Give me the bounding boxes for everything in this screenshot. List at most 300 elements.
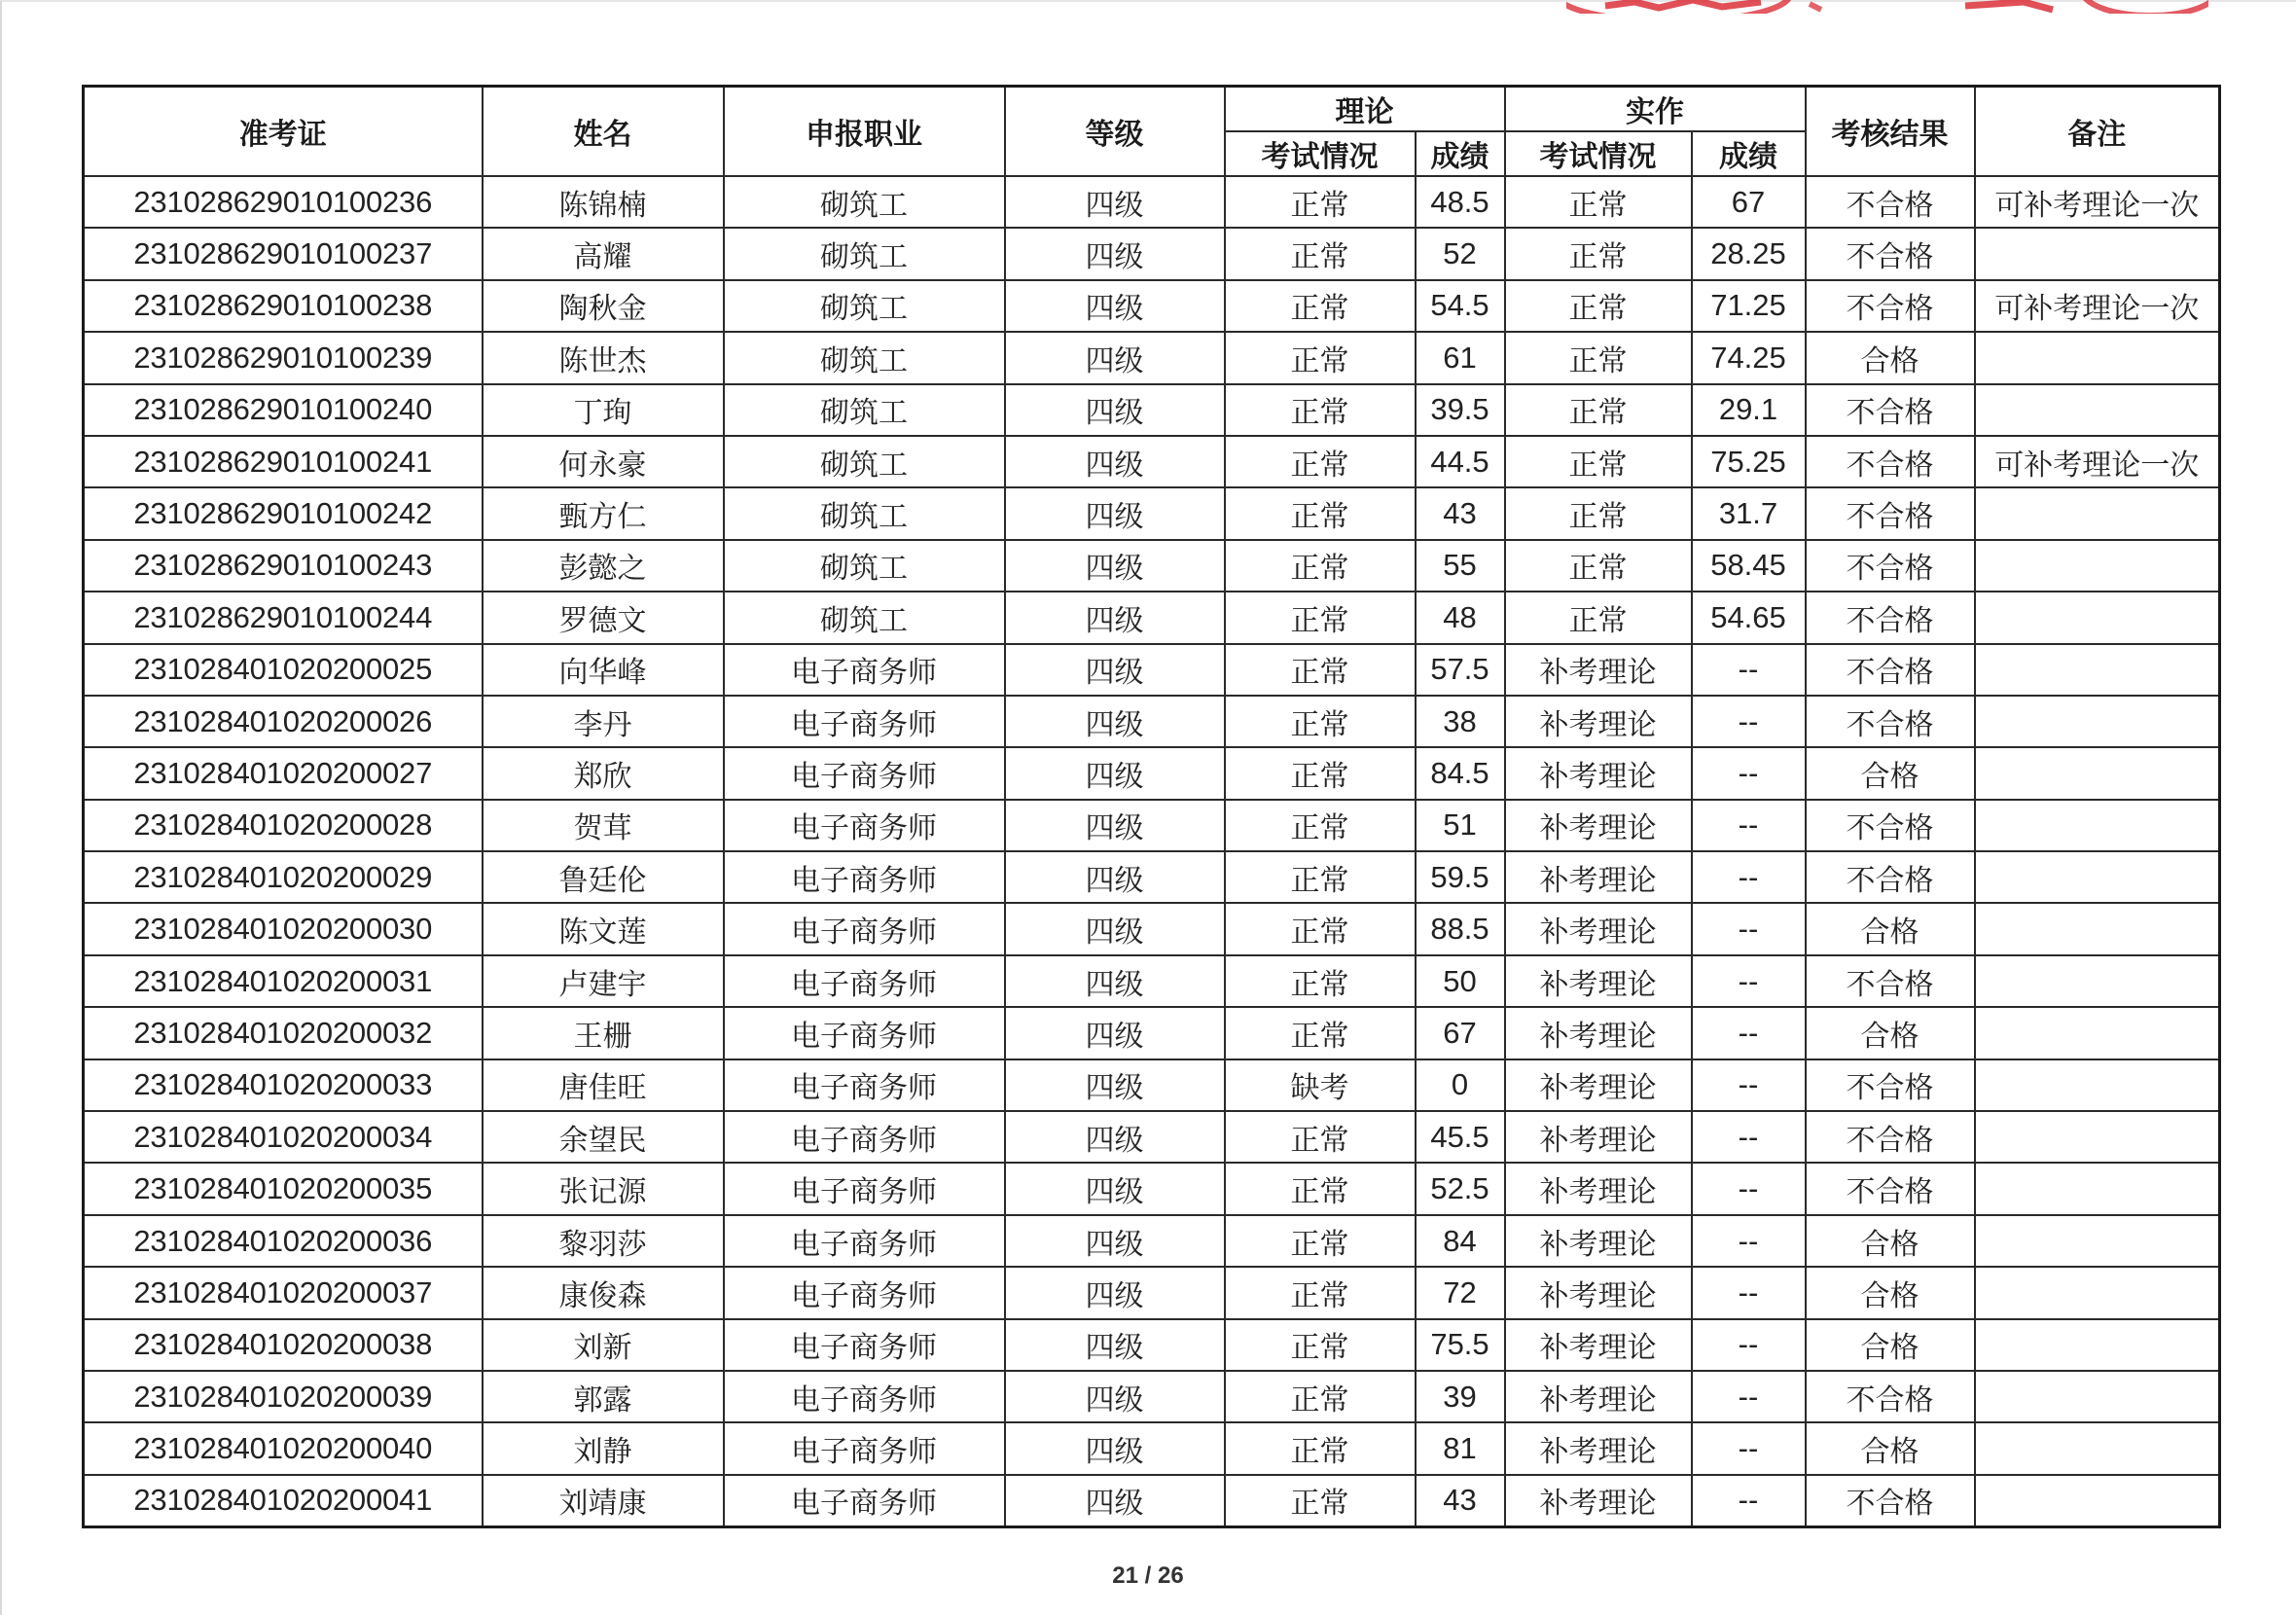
cell-theory-status: 正常: [1225, 800, 1416, 851]
cell-occupation: 电子商务师: [724, 1371, 1005, 1422]
cell-result: 不合格: [1806, 696, 1975, 747]
table-row: [84, 280, 2220, 332]
cell-result: 不合格: [1806, 592, 1975, 643]
cell-admission-no: 231028629010100240: [84, 384, 483, 436]
cell-name: 何永豪: [483, 436, 724, 487]
cell-theory-score: 59.5: [1416, 851, 1505, 903]
cell-practice-status: 补考理论: [1505, 1007, 1692, 1059]
cell-practice-score: 28.25: [1692, 228, 1806, 279]
header-theory-status: 考试情况: [1225, 131, 1416, 176]
cell-occupation: 砌筑工: [724, 592, 1005, 643]
header-row-top: [84, 87, 2220, 132]
cell-remark: [1975, 696, 2220, 747]
cell-admission-no: 231028629010100238: [84, 280, 483, 332]
cell-practice-score: 31.7: [1692, 487, 1806, 539]
cell-level: 四级: [1005, 1422, 1225, 1474]
cell-practice-status: 补考理论: [1505, 1111, 1692, 1163]
cell-occupation: 电子商务师: [724, 1163, 1005, 1214]
cell-result: 合格: [1806, 332, 1975, 383]
table-row: [84, 800, 2220, 851]
cell-practice-status: 正常: [1505, 176, 1692, 228]
cell-remark: [1975, 384, 2220, 436]
cell-admission-no: 231028629010100242: [84, 487, 483, 539]
cell-theory-status: 正常: [1225, 955, 1416, 1007]
cell-level: 四级: [1005, 332, 1225, 383]
cell-practice-score: --: [1692, 1319, 1806, 1371]
cell-practice-score: --: [1692, 1371, 1806, 1422]
cell-name: 郭露: [483, 1371, 724, 1422]
header-level: 等级: [1005, 87, 1225, 177]
cell-occupation: 电子商务师: [724, 1215, 1005, 1267]
cell-practice-status: 补考理论: [1505, 903, 1692, 954]
cell-admission-no: 231028401020200033: [84, 1059, 483, 1111]
cell-theory-status: 正常: [1225, 696, 1416, 747]
cell-practice-score: --: [1692, 1422, 1806, 1474]
cell-theory-score: 45.5: [1416, 1111, 1505, 1163]
cell-admission-no: 231028401020200037: [84, 1267, 483, 1318]
cell-occupation: 砌筑工: [724, 176, 1005, 228]
cell-occupation: 砌筑工: [724, 384, 1005, 436]
cell-practice-score: 29.1: [1692, 384, 1806, 436]
cell-level: 四级: [1005, 384, 1225, 436]
header-occupation: 申报职业: [724, 87, 1005, 177]
cell-remark: [1975, 1319, 2220, 1371]
cell-theory-score: 51: [1416, 800, 1505, 851]
cell-remark: [1975, 228, 2220, 279]
header-result: 考核结果: [1806, 87, 1975, 177]
cell-occupation: 砌筑工: [724, 487, 1005, 539]
cell-practice-status: 补考理论: [1505, 955, 1692, 1007]
cell-theory-score: 72: [1416, 1267, 1505, 1318]
header-practice: 实作: [1505, 87, 1806, 132]
cell-remark: [1975, 1007, 2220, 1059]
cell-result: 合格: [1806, 903, 1975, 954]
cell-practice-status: 正常: [1505, 592, 1692, 643]
cell-level: 四级: [1005, 280, 1225, 332]
cell-admission-no: 231028401020200026: [84, 696, 483, 747]
cell-practice-status: 正常: [1505, 487, 1692, 539]
cell-admission-no: 231028401020200035: [84, 1163, 483, 1214]
cell-level: 四级: [1005, 1215, 1225, 1267]
cell-theory-score: 67: [1416, 1007, 1505, 1059]
cell-admission-no: 231028629010100243: [84, 540, 483, 592]
table-row: [84, 696, 2220, 747]
cell-name: 鲁廷伦: [483, 851, 724, 903]
table-row: [84, 384, 2220, 436]
cell-practice-status: 补考理论: [1505, 1422, 1692, 1474]
cell-name: 卢建宇: [483, 955, 724, 1007]
cell-occupation: 砌筑工: [724, 228, 1005, 279]
cell-theory-status: 正常: [1225, 1163, 1416, 1214]
cell-level: 四级: [1005, 1371, 1225, 1422]
table-row: [84, 644, 2220, 696]
cell-result: 合格: [1806, 747, 1975, 799]
cell-theory-score: 54.5: [1416, 280, 1505, 332]
cell-theory-status: 正常: [1225, 487, 1416, 539]
cell-practice-status: 正常: [1505, 332, 1692, 383]
cell-practice-status: 正常: [1505, 540, 1692, 592]
cell-theory-status: 正常: [1225, 1475, 1416, 1527]
cell-result: 不合格: [1806, 384, 1975, 436]
cell-level: 四级: [1005, 1475, 1225, 1527]
cell-practice-status: 补考理论: [1505, 1059, 1692, 1111]
cell-theory-status: 正常: [1225, 1111, 1416, 1163]
cell-result: 不合格: [1806, 1475, 1975, 1527]
cell-occupation: 电子商务师: [724, 696, 1005, 747]
cell-name: 贺茸: [483, 800, 724, 851]
cell-level: 四级: [1005, 955, 1225, 1007]
cell-theory-score: 39: [1416, 1371, 1505, 1422]
cell-name: 陈世杰: [483, 332, 724, 383]
cell-admission-no: 231028629010100241: [84, 436, 483, 487]
cell-result: 不合格: [1806, 280, 1975, 332]
cell-remark: [1975, 1059, 2220, 1111]
cell-result: 不合格: [1806, 540, 1975, 592]
cell-name: 康俊森: [483, 1267, 724, 1318]
cell-practice-status: 正常: [1505, 436, 1692, 487]
cell-occupation: 电子商务师: [724, 903, 1005, 954]
cell-name: 李丹: [483, 696, 724, 747]
cell-practice-score: --: [1692, 1007, 1806, 1059]
table-row: [84, 1422, 2220, 1474]
cell-result: 合格: [1806, 1422, 1975, 1474]
cell-remark: [1975, 332, 2220, 383]
cell-practice-score: --: [1692, 800, 1806, 851]
table-row: [84, 851, 2220, 903]
header-remark: 备注: [1975, 87, 2220, 177]
cell-level: 四级: [1005, 176, 1225, 228]
table-body: [84, 176, 2220, 1527]
cell-name: 陈文莲: [483, 903, 724, 954]
cell-theory-status: 正常: [1225, 851, 1416, 903]
cell-name: 黎羽莎: [483, 1215, 724, 1267]
cell-practice-score: --: [1692, 955, 1806, 1007]
cell-theory-status: 正常: [1225, 1319, 1416, 1371]
cell-theory-status: 正常: [1225, 644, 1416, 696]
cell-practice-score: --: [1692, 1215, 1806, 1267]
cell-level: 四级: [1005, 1163, 1225, 1214]
cell-practice-status: 补考理论: [1505, 1371, 1692, 1422]
cell-theory-status: 正常: [1225, 228, 1416, 279]
cell-name: 张记源: [483, 1163, 724, 1214]
cell-theory-status: 正常: [1225, 176, 1416, 228]
cell-admission-no: 231028401020200038: [84, 1319, 483, 1371]
header-name: 姓名: [483, 87, 724, 177]
cell-occupation: 砌筑工: [724, 280, 1005, 332]
cell-theory-score: 75.5: [1416, 1319, 1505, 1371]
cell-practice-score: 54.65: [1692, 592, 1806, 643]
cell-remark: [1975, 1475, 2220, 1527]
cell-practice-score: --: [1692, 747, 1806, 799]
table-row: [84, 1163, 2220, 1214]
cell-name: 甄方仁: [483, 487, 724, 539]
cell-result: 合格: [1806, 1007, 1975, 1059]
cell-remark: [1975, 1371, 2220, 1422]
cell-level: 四级: [1005, 644, 1225, 696]
header-theory-score: 成绩: [1416, 131, 1505, 176]
cell-occupation: 电子商务师: [724, 1267, 1005, 1318]
table-row: [84, 1007, 2220, 1059]
cell-occupation: 电子商务师: [724, 1475, 1005, 1527]
cell-theory-score: 0: [1416, 1059, 1505, 1111]
header-theory: 理论: [1225, 87, 1505, 132]
cell-remark: [1975, 1163, 2220, 1214]
cell-name: 刘靖康: [483, 1475, 724, 1527]
cell-theory-score: 48: [1416, 592, 1505, 643]
cell-remark: [1975, 487, 2220, 539]
table-row: [84, 1475, 2220, 1527]
cell-practice-status: 正常: [1505, 280, 1692, 332]
cell-remark: [1975, 851, 2220, 903]
cell-admission-no: 231028401020200028: [84, 800, 483, 851]
cell-occupation: 电子商务师: [724, 1007, 1005, 1059]
cell-practice-status: 补考理论: [1505, 696, 1692, 747]
table-row: [84, 1371, 2220, 1422]
cell-theory-score: 39.5: [1416, 384, 1505, 436]
cell-practice-score: 74.25: [1692, 332, 1806, 383]
cell-occupation: 电子商务师: [724, 800, 1005, 851]
cell-practice-score: --: [1692, 696, 1806, 747]
cell-practice-score: 75.25: [1692, 436, 1806, 487]
red-stamp-fragment: [1566, 0, 2208, 14]
cell-practice-status: 补考理论: [1505, 1475, 1692, 1527]
cell-name: 郑欣: [483, 747, 724, 799]
cell-admission-no: 231028401020200036: [84, 1215, 483, 1267]
cell-theory-score: 43: [1416, 1475, 1505, 1527]
cell-theory-score: 43: [1416, 487, 1505, 539]
cell-theory-status: 正常: [1225, 747, 1416, 799]
cell-theory-status: 缺考: [1225, 1059, 1416, 1111]
cell-remark: [1975, 747, 2220, 799]
cell-theory-score: 88.5: [1416, 903, 1505, 954]
cell-practice-status: 补考理论: [1505, 644, 1692, 696]
cell-practice-score: --: [1692, 644, 1806, 696]
cell-level: 四级: [1005, 903, 1225, 954]
cell-practice-status: 补考理论: [1505, 1267, 1692, 1318]
cell-level: 四级: [1005, 747, 1225, 799]
cell-practice-status: 补考理论: [1505, 1163, 1692, 1214]
cell-theory-score: 84: [1416, 1215, 1505, 1267]
cell-name: 陶秋金: [483, 280, 724, 332]
table-row: [84, 903, 2220, 954]
cell-remark: [1975, 1215, 2220, 1267]
cell-remark: 可补考理论一次: [1975, 280, 2220, 332]
cell-remark: [1975, 955, 2220, 1007]
cell-theory-score: 81: [1416, 1422, 1505, 1474]
cell-remark: [1975, 644, 2220, 696]
cell-result: 不合格: [1806, 1371, 1975, 1422]
cell-name: 余望民: [483, 1111, 724, 1163]
cell-theory-status: 正常: [1225, 280, 1416, 332]
table-row: [84, 747, 2220, 799]
cell-name: 向华峰: [483, 644, 724, 696]
cell-occupation: 电子商务师: [724, 1319, 1005, 1371]
cell-theory-score: 52: [1416, 228, 1505, 279]
cell-result: 不合格: [1806, 176, 1975, 228]
cell-remark: [1975, 592, 2220, 643]
cell-remark: [1975, 800, 2220, 851]
cell-remark: [1975, 540, 2220, 592]
cell-level: 四级: [1005, 851, 1225, 903]
table-row: [84, 1111, 2220, 1163]
cell-theory-score: 50: [1416, 955, 1505, 1007]
cell-name: 刘静: [483, 1422, 724, 1474]
cell-name: 王栅: [483, 1007, 724, 1059]
cell-remark: [1975, 1422, 2220, 1474]
cell-result: 不合格: [1806, 851, 1975, 903]
cell-result: 合格: [1806, 1267, 1975, 1318]
cell-occupation: 电子商务师: [724, 851, 1005, 903]
cell-admission-no: 231028401020200034: [84, 1111, 483, 1163]
header-practice-status: 考试情况: [1505, 131, 1692, 176]
table-row: [84, 592, 2220, 643]
cell-name: 唐佳旺: [483, 1059, 724, 1111]
cell-theory-score: 44.5: [1416, 436, 1505, 487]
cell-result: 不合格: [1806, 487, 1975, 539]
cell-practice-score: --: [1692, 1111, 1806, 1163]
cell-level: 四级: [1005, 436, 1225, 487]
cell-admission-no: 231028401020200030: [84, 903, 483, 954]
cell-practice-status: 补考理论: [1505, 800, 1692, 851]
cell-practice-score: --: [1692, 903, 1806, 954]
cell-practice-status: 正常: [1505, 228, 1692, 279]
cell-practice-status: 补考理论: [1505, 747, 1692, 799]
cell-practice-score: --: [1692, 1059, 1806, 1111]
cell-theory-status: 正常: [1225, 592, 1416, 643]
cell-level: 四级: [1005, 1007, 1225, 1059]
cell-admission-no: 231028401020200039: [84, 1371, 483, 1422]
cell-practice-status: 补考理论: [1505, 1319, 1692, 1371]
cell-level: 四级: [1005, 696, 1225, 747]
cell-result: 不合格: [1806, 1111, 1975, 1163]
cell-name: 陈锦楠: [483, 176, 724, 228]
cell-practice-score: --: [1692, 1267, 1806, 1318]
cell-practice-score: --: [1692, 851, 1806, 903]
cell-theory-score: 84.5: [1416, 747, 1505, 799]
cell-occupation: 电子商务师: [724, 747, 1005, 799]
cell-remark: [1975, 1111, 2220, 1163]
cell-level: 四级: [1005, 1059, 1225, 1111]
cell-level: 四级: [1005, 592, 1225, 643]
cell-name: 高耀: [483, 228, 724, 279]
cell-practice-status: 补考理论: [1505, 851, 1692, 903]
cell-admission-no: 231028401020200027: [84, 747, 483, 799]
cell-practice-score: 58.45: [1692, 540, 1806, 592]
cell-practice-score: 71.25: [1692, 280, 1806, 332]
cell-occupation: 电子商务师: [724, 644, 1005, 696]
cell-theory-score: 61: [1416, 332, 1505, 383]
cell-admission-no: 231028401020200029: [84, 851, 483, 903]
table-row: [84, 540, 2220, 592]
cell-admission-no: 231028629010100237: [84, 228, 483, 279]
cell-theory-status: 正常: [1225, 1422, 1416, 1474]
table-row: [84, 1059, 2220, 1111]
cell-occupation: 砌筑工: [724, 332, 1005, 383]
table-row: [84, 332, 2220, 383]
cell-level: 四级: [1005, 540, 1225, 592]
cell-result: 不合格: [1806, 644, 1975, 696]
cell-level: 四级: [1005, 228, 1225, 279]
cell-admission-no: 231028401020200040: [84, 1422, 483, 1474]
cell-theory-status: 正常: [1225, 540, 1416, 592]
cell-theory-score: 52.5: [1416, 1163, 1505, 1214]
table-row: [84, 436, 2220, 487]
cell-theory-score: 38: [1416, 696, 1505, 747]
cell-remark: 可补考理论一次: [1975, 436, 2220, 487]
cell-admission-no: 231028629010100239: [84, 332, 483, 383]
cell-occupation: 砌筑工: [724, 436, 1005, 487]
cell-practice-score: --: [1692, 1475, 1806, 1527]
cell-practice-status: 正常: [1505, 384, 1692, 436]
header-practice-score: 成绩: [1692, 131, 1806, 176]
table-row: [84, 228, 2220, 279]
cell-remark: 可补考理论一次: [1975, 176, 2220, 228]
table-row: [84, 176, 2220, 228]
header-admission-no: 准考证: [84, 87, 483, 177]
cell-name: 罗德文: [483, 592, 724, 643]
cell-occupation: 砌筑工: [724, 540, 1005, 592]
cell-theory-score: 55: [1416, 540, 1505, 592]
cell-theory-score: 48.5: [1416, 176, 1505, 228]
cell-result: 不合格: [1806, 436, 1975, 487]
cell-occupation: 电子商务师: [724, 1422, 1005, 1474]
cell-admission-no: 231028401020200025: [84, 644, 483, 696]
table-row: [84, 487, 2220, 539]
cell-theory-status: 正常: [1225, 1371, 1416, 1422]
cell-admission-no: 231028629010100244: [84, 592, 483, 643]
cell-theory-status: 正常: [1225, 1007, 1416, 1059]
cell-occupation: 电子商务师: [724, 955, 1005, 1007]
cell-result: 不合格: [1806, 1163, 1975, 1214]
cell-result: 不合格: [1806, 955, 1975, 1007]
cell-practice-score: --: [1692, 1163, 1806, 1214]
cell-name: 彭懿之: [483, 540, 724, 592]
cell-result: 合格: [1806, 1215, 1975, 1267]
cell-remark: [1975, 1267, 2220, 1318]
cell-level: 四级: [1005, 1111, 1225, 1163]
table-row: [84, 1319, 2220, 1371]
cell-result: 不合格: [1806, 228, 1975, 279]
table-row: [84, 1267, 2220, 1318]
cell-admission-no: 231028629010100236: [84, 176, 483, 228]
cell-theory-score: 57.5: [1416, 644, 1505, 696]
cell-name: 刘新: [483, 1319, 724, 1371]
table-row: [84, 955, 2220, 1007]
cell-admission-no: 231028401020200041: [84, 1475, 483, 1527]
cell-theory-status: 正常: [1225, 384, 1416, 436]
cell-occupation: 电子商务师: [724, 1111, 1005, 1163]
cell-practice-status: 补考理论: [1505, 1215, 1692, 1267]
cell-practice-score: 67: [1692, 176, 1806, 228]
cell-level: 四级: [1005, 1319, 1225, 1371]
cell-remark: [1975, 903, 2220, 954]
cell-theory-status: 正常: [1225, 1267, 1416, 1318]
cell-theory-status: 正常: [1225, 436, 1416, 487]
cell-name: 丁珣: [483, 384, 724, 436]
exam-results-table: [82, 85, 2221, 1528]
cell-theory-status: 正常: [1225, 1215, 1416, 1267]
cell-admission-no: 231028401020200032: [84, 1007, 483, 1059]
table-row: [84, 1215, 2220, 1267]
cell-level: 四级: [1005, 487, 1225, 539]
cell-result: 不合格: [1806, 1059, 1975, 1111]
cell-level: 四级: [1005, 1267, 1225, 1318]
cell-occupation: 电子商务师: [724, 1059, 1005, 1111]
page-number: 21 / 26: [1112, 1562, 1184, 1589]
cell-admission-no: 231028401020200031: [84, 955, 483, 1007]
cell-result: 合格: [1806, 1319, 1975, 1371]
cell-level: 四级: [1005, 800, 1225, 851]
